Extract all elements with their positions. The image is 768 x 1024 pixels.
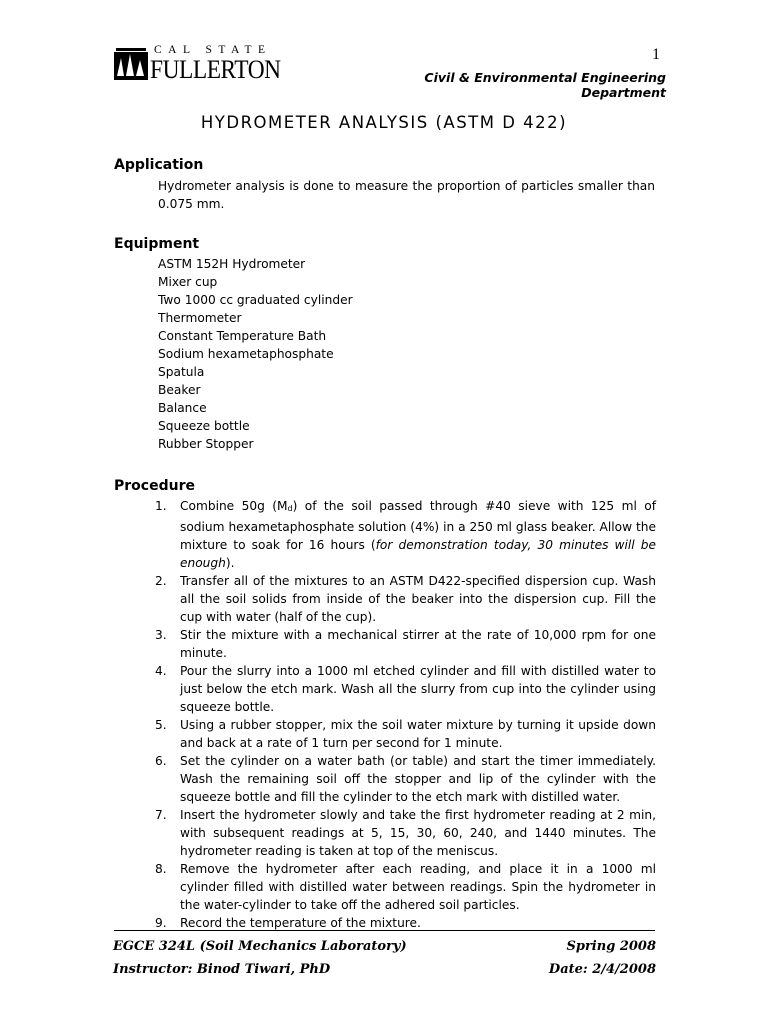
equipment-heading: Equipment — [114, 236, 200, 252]
university-emblem-icon — [114, 46, 148, 80]
equipment-item: Squeeze bottle — [158, 419, 250, 433]
procedure-step — [150, 806, 656, 860]
step-text: Pour the slurry into a 1000 ml etched cylinder and fill with distilled water to just below the etch mark. Wash all the slurry from cup into the cylinder using squeeze bottle. — [180, 664, 656, 714]
equipment-item: ASTM 152H Hydrometer — [158, 257, 306, 271]
step-number: 5. — [155, 718, 167, 732]
step-text: Stir the mixture with a mechanical stirrer at the rate of 10,000 rpm for one minute. — [180, 628, 656, 660]
equipment-item: Spatula — [158, 365, 205, 379]
step-text: Insert the hydrometer slowly and take the first hydrometer reading at 2 min, with subsequent readings at 5, 15, 30, 60, 240, and 1440 minutes. The hydrometer reading is taken at top of the meniscus. — [180, 808, 656, 858]
term: Spring 2008 — [566, 939, 656, 954]
document-title: HYDROMETER ANALYSIS (ASTM D 422) — [200, 113, 568, 132]
step-number: 9. — [155, 916, 167, 930]
logo-bottom-text: FULLERTON — [150, 55, 281, 84]
date: Date: 2/4/2008 — [548, 962, 656, 977]
step-number: 6. — [155, 754, 167, 768]
cal-state-fullerton-logo — [114, 44, 300, 84]
procedure-list — [150, 497, 656, 932]
procedure-step — [150, 572, 656, 626]
step-number: 1. — [155, 499, 167, 513]
equipment-item: Thermometer — [158, 311, 242, 325]
equipment-item: Mixer cup — [158, 275, 218, 289]
application-heading: Application — [114, 157, 204, 173]
step-text: Transfer all of the mixtures to an ASTM D422-specified dispersion cup. Wash all the soil solids from inside of the beaker into the dispersion cup. Fill the cup with water (half of the cup). — [180, 574, 656, 624]
course-name: EGCE 324L (Soil Mechanics Laboratory) — [113, 939, 407, 954]
equipment-item: Balance — [158, 401, 207, 415]
step-text: Combine 50g (M — [180, 499, 288, 513]
equipment-item: Constant Temperature Bath — [158, 329, 327, 343]
procedure-step — [150, 860, 656, 914]
step-number: 8. — [155, 862, 167, 876]
step-text: Set the cylinder on a water bath (or table) and start the timer immediately. Wash the remaining soil off the stopper and lip of the cylinder with the squeeze bottle and fill the cylinder to the etch mark with distilled water. — [180, 754, 656, 804]
step-number: 4. — [155, 664, 167, 678]
footer-divider — [114, 930, 655, 931]
step-number: 2. — [155, 574, 167, 588]
step-note: for demonstration today, 30 minutes will be enough — [180, 538, 656, 570]
equipment-list — [158, 255, 558, 453]
step-text: ). — [225, 556, 235, 570]
step-text: Record the temperature of the mixture. — [180, 916, 421, 930]
step-text: Remove the hydrometer after each reading, and place it in a 1000 ml cylinder filled with distilled water between readings. Spin the hydrometer in the water-cylinder to take off the adhered soil particles. — [180, 862, 656, 912]
equipment-item: Two 1000 cc graduated cylinder — [158, 293, 353, 307]
procedure-step — [150, 662, 656, 716]
subscript: d — [287, 504, 293, 513]
step-number: 7. — [155, 808, 167, 822]
step-text: Using a rubber stopper, mix the soil water mixture by turning it upside down and back at a rate of 1 turn per second for 1 minute. — [180, 718, 656, 750]
application-text: Hydrometer analysis is done to measure the proportion of particles smaller than 0.075 mm. — [158, 179, 655, 211]
procedure-step — [150, 497, 656, 572]
step-number: 3. — [155, 628, 167, 642]
department-name: Civil & Environmental Engineering Department — [424, 70, 666, 100]
procedure-step — [150, 626, 656, 662]
equipment-item: Beaker — [158, 383, 201, 397]
equipment-item: Rubber Stopper — [158, 437, 254, 451]
procedure-heading: Procedure — [114, 478, 195, 494]
step-text: ) of the soil passed through #40 sieve with 125 ml of sodium hexametaphosphate solution (4%) in a 250 ml glass beaker. Allow the mixture to soak for 16 hours ( — [180, 499, 656, 552]
logo-top-text: CAL STATE — [154, 44, 272, 56]
page-number: 1 — [652, 46, 660, 63]
procedure-step — [150, 716, 656, 752]
instructor-name: Instructor: Binod Tiwari, PhD — [113, 962, 331, 977]
procedure-step — [150, 752, 656, 806]
equipment-item: Sodium hexametaphosphate — [158, 347, 334, 361]
